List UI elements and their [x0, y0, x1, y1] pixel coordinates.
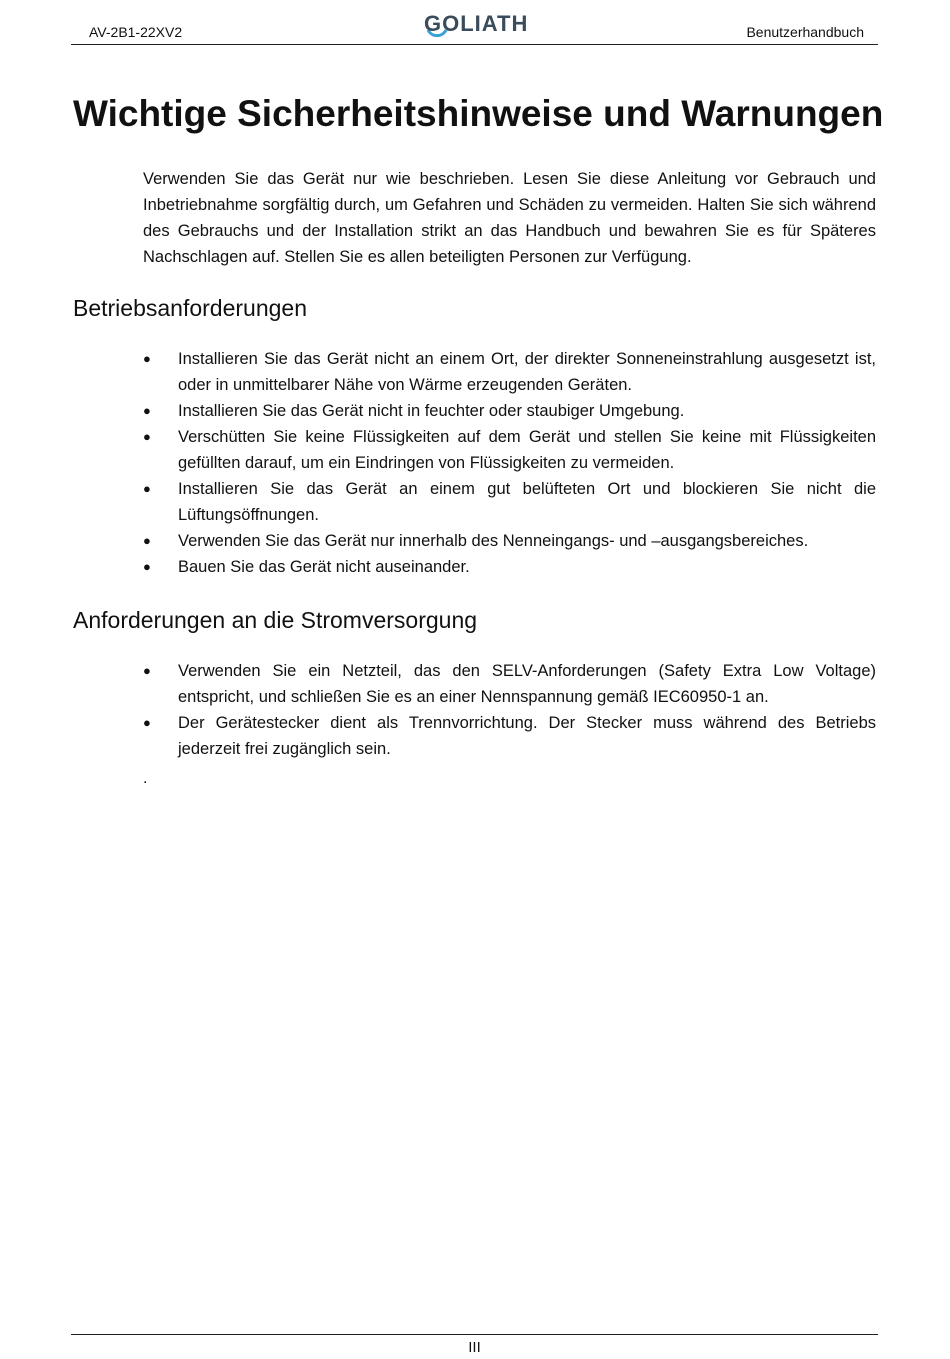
intro-paragraph: Verwenden Sie das Gerät nur wie beschrieben. Lesen Sie diese Anleitung vor Gebrauch und Inbetriebnahme sorgfältig durch, um Gefahren und Schäden zu vermeiden. Halten Sie sich während des Gebrauchs und der Installation strikt an das Handbuch und bewahren Sie es für Späteres Nachschlagen auf. Stellen Sie es allen beteiligten Personen zur Verfügung.	[143, 170, 876, 266]
section-heading-stromversorgung: Anforderungen an die Stromversorgung	[73, 607, 478, 633]
list-item-text: Verschütten Sie keine Flüssigkeiten auf dem Gerät und stellen Sie keine mit Flüssigkeiten gefüllten darauf, um ein Eindringen von Flüssigkeiten zu vermeiden.	[178, 428, 876, 472]
document-type: Benutzerhandbuch	[746, 24, 864, 40]
list-item	[143, 710, 876, 762]
list-item	[143, 658, 876, 710]
page-footer	[71, 1334, 878, 1356]
list-item-text: Verwenden Sie ein Netzteil, das den SELV-Anforderungen (Safety Extra Low Voltage) entspricht, und schließen Sie es an einer Nennspannung gemäß IEC60950-1 an.	[178, 662, 876, 706]
logo-text: GOLIATH	[424, 11, 529, 36]
bullet-icon: ●	[143, 559, 151, 574]
list-item	[143, 528, 876, 554]
page-header	[71, 0, 878, 45]
bullet-icon: ●	[143, 663, 151, 678]
goliath-logo	[424, 6, 528, 42]
list-item-text: Installieren Sie das Gerät nicht in feuchter oder staubiger Umgebung.	[178, 402, 685, 420]
list-item	[143, 554, 876, 580]
bullet-icon: ●	[143, 351, 151, 366]
page-title: Wichtige Sicherheitshinweise und Warnungen	[73, 93, 884, 134]
betriebsanforderungen-list	[143, 346, 876, 580]
bullet-icon: ●	[143, 715, 151, 730]
list-item-text: Bauen Sie das Gerät nicht auseinander.	[178, 558, 470, 576]
stromversorgung-list	[143, 658, 876, 762]
list-item	[143, 346, 876, 398]
bullet-icon: ●	[143, 429, 151, 444]
model-number: AV-2B1-22XV2	[89, 24, 183, 40]
bullet-icon: ●	[143, 533, 151, 548]
list-item-text: Der Gerätestecker dient als Trennvorrichtung. Der Stecker muss während des Betriebs jederzeit frei zugänglich sein.	[178, 714, 876, 758]
bullet-icon: ●	[143, 481, 151, 496]
bullet-icon: ●	[143, 403, 151, 418]
stray-period: .	[143, 770, 148, 787]
list-item-text: Installieren Sie das Gerät nicht an einem Ort, der direkter Sonneneinstrahlung ausgesetzt ist, oder in unmittelbarer Nähe von Wärme erzeugenden Geräten.	[178, 350, 876, 394]
list-item-text: Verwenden Sie das Gerät nur innerhalb des Nenneingangs- und –ausgangsbereiches.	[178, 532, 809, 550]
list-item	[143, 424, 876, 476]
list-item	[143, 476, 876, 528]
list-item-text: Installieren Sie das Gerät an einem gut belüfteten Ort und blockieren Sie nicht die Lüftungsöffnungen.	[178, 480, 876, 524]
section-heading-betriebsanforderungen: Betriebsanforderungen	[73, 295, 307, 321]
page-number: III	[468, 1339, 481, 1356]
list-item	[143, 398, 876, 424]
